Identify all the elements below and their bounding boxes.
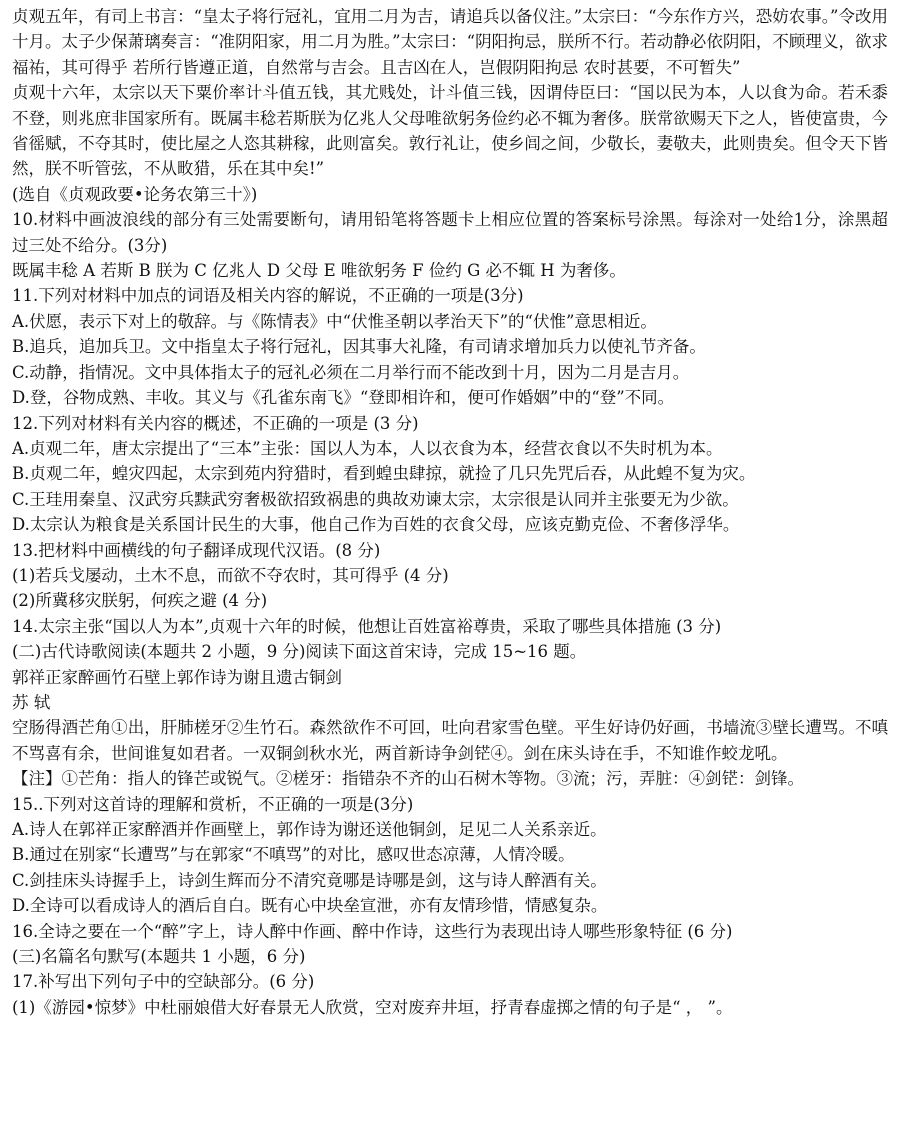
- poem-author: 苏 轼: [12, 692, 51, 712]
- question-12-option-a: A.贞观二年，唐太宗提出了“三本”主张：国以人为本，人以衣食为本，经营衣食以不失时机为本。: [12, 438, 723, 458]
- question-11: 11.下列对材料中加点的词语及相关内容的解说，不正确的一项是(3分): [12, 286, 524, 306]
- question-11-option-b: B.追兵，追加兵卫。文中指皇太子将行冠礼，因其事大礼隆，有司请求增加兵力以使礼节齐备。: [12, 337, 706, 357]
- poem-title: 郭祥正家醉画竹石壁上郭作诗为谢且遗古铜剑: [12, 667, 342, 687]
- question-17: 17.补写出下列句子中的空缺部分。(6 分): [12, 972, 315, 992]
- question-15-option-a: A.诗人在郭祥正家醉酒并作画壁上，郭作诗为谢还送他铜剑，足见二人关系亲近。: [12, 820, 607, 839]
- question-13: 13.把材料中画横线的句子翻译成现代汉语。(8 分): [12, 540, 381, 560]
- passage-paragraph-1: 贞观五年，有司上书言：“皇太子将行冠礼，宜用二月为吉，请追兵以备仪注。”太宗曰：“今东作方兴，恐妨农事。”令改用十月。太子少保萧璃奏言：“准阴阳家，用二月为胜。”太宗曰：“阴阳拘忌，朕所不行。若动静必依阴阳，不顾理义，欲求福祐，其可得乎 若所行皆遵正道，自然常与吉会。且吉凶在人，岂假阴阳拘忌 农时甚要，不可暂失”: [12, 7, 888, 77]
- section-poetry-heading: (二)古代诗歌阅读(本题共 2 小题，9 分)阅读下面这首宋诗，完成 15~16 题。: [12, 642, 587, 662]
- question-15: 15..下列对这首诗的理解和赏析，不正确的一项是(3分): [12, 794, 414, 814]
- question-12-option-d: D.太宗认为粮食是关系国计民生的大事，他自己作为百姓的衣食父母，应该克勤克俭、不奢侈浮华。: [12, 515, 740, 535]
- question-12: 12.下列对材料有关内容的概述，不正确的一项是 (3 分): [12, 413, 419, 433]
- passage-source: (选自《贞观政要•论务农第三十》): [12, 184, 258, 204]
- question-13-part-2: (2)所冀移灾朕躬，何疾之避 (4 分): [12, 591, 268, 611]
- question-10: 10.材料中画波浪线的部分有三处需要断句，请用铅笔将答题卡上相应位置的答案标号涂黑。每涂对一处给1分，涂黑超过三处不给分。(3分): [12, 210, 888, 255]
- question-11-option-c: C.动静，指情况。文中具体指太子的冠礼必须在二月举行而不能改到十月，因为二月是吉月。: [12, 362, 690, 382]
- section-dictation-heading: (三)名篇名句默写(本题共 1 小题，6 分): [12, 947, 306, 967]
- question-14: 14.太宗主张“国以人为本”,贞观十六年的时候，他想让百姓富裕尊贵，采取了哪些具体措施 (3 分): [12, 616, 722, 636]
- question-12-option-c: C.王珪用秦皇、汉武穷兵黩武穷奢极欲招致祸患的典故劝谏太宗，太宗很是认同并主张要无为少欲。: [12, 489, 739, 509]
- question-11-option-d: D.登，谷物成熟、丰收。其义与《孔雀东南飞》“登即相许和，便可作婚姻”中的“登”不同。: [12, 388, 675, 408]
- question-10-options: 既属丰稔 A 若斯 B 朕为 C 亿兆人 D 父母 E 唯欲躬务 F 俭约 G 必不辄 H 为奢侈。: [12, 261, 626, 281]
- question-13-part-1: (1)若兵戈屡动，土木不息，而欲不夺农时，其可得乎 (4 分): [12, 565, 449, 585]
- question-15-option-c: C.剑挂床头诗握手上，诗剑生辉而分不清究竟哪是诗哪是剑，这与诗人醉酒有关。: [12, 870, 607, 890]
- question-16: 16.全诗之要在一个“醉”字上，诗人醉中作画、醉中作诗，这些行为表现出诗人哪些形象特征 (6 分): [12, 921, 733, 941]
- question-12-option-b: B.贞观二年，蝗灾四起，太宗到苑内狩猎时，看到蝗虫肆掠，就捡了几只先咒后吞，从此蝗不复为灾。: [12, 464, 756, 484]
- passage-paragraph-2: 贞观十六年，太宗以天下粟价率计斗值五钱，其尤贱处，计斗值三钱，因谓侍臣曰：“国以民为本，人以食为命。若禾黍不登，则兆庶非国家所有。既属丰稔若斯朕为亿兆人父母唯欲躬务俭约必不辄为奢侈。朕常欲赐天下之人，皆使富贵，今省徭赋，不夺其时，使比屋之人恣其耕稼，此则富矣。敦行礼让，使乡闾之间，少敬长，妻敬夫，此则贵矣。但令天下皆然，朕不听管弦，不从畋猎，乐在其中矣!”: [12, 83, 888, 179]
- question-17-part-1: (1)《游园•惊梦》中杜丽娘借大好春景无人欣赏，空对废弃井垣，抒青春虚掷之情的句子是“ ， ”。: [12, 997, 733, 1017]
- question-11-option-a: A.伏愿，表示下对上的敬辞。与《陈情表》中“伏惟圣朝以孝治天下”的“伏惟”意思相近。: [12, 311, 657, 331]
- poem-notes: 【注】①芒角：指人的锋芒或锐气。②槎牙：指错杂不齐的山石树木等物。③流；污，弄脏：④剑铓：剑锋。: [12, 769, 804, 789]
- question-15-option-b: B.通过在别家“长遭骂”与在郭家“不嗔骂”的对比，感叹世态凉薄，人情冷暖。: [12, 845, 575, 865]
- poem-body: 空肠得酒芒角①出，肝肺槎牙②生竹石。森然欲作不可回，吐向君家雪色壁。平生好诗仍好画，书墙流③壁长遭骂。不嗔不骂喜有余，世间谁复如君者。一双铜剑秋水光，两首新诗争剑铓④。剑在床头诗在手，不知谁作蛟龙吼。: [12, 718, 888, 763]
- question-15-option-d: D.全诗可以看成诗人的酒后自白。既有心中块垒宣泄，亦有友情珍惜，情感复杂。: [12, 896, 608, 916]
